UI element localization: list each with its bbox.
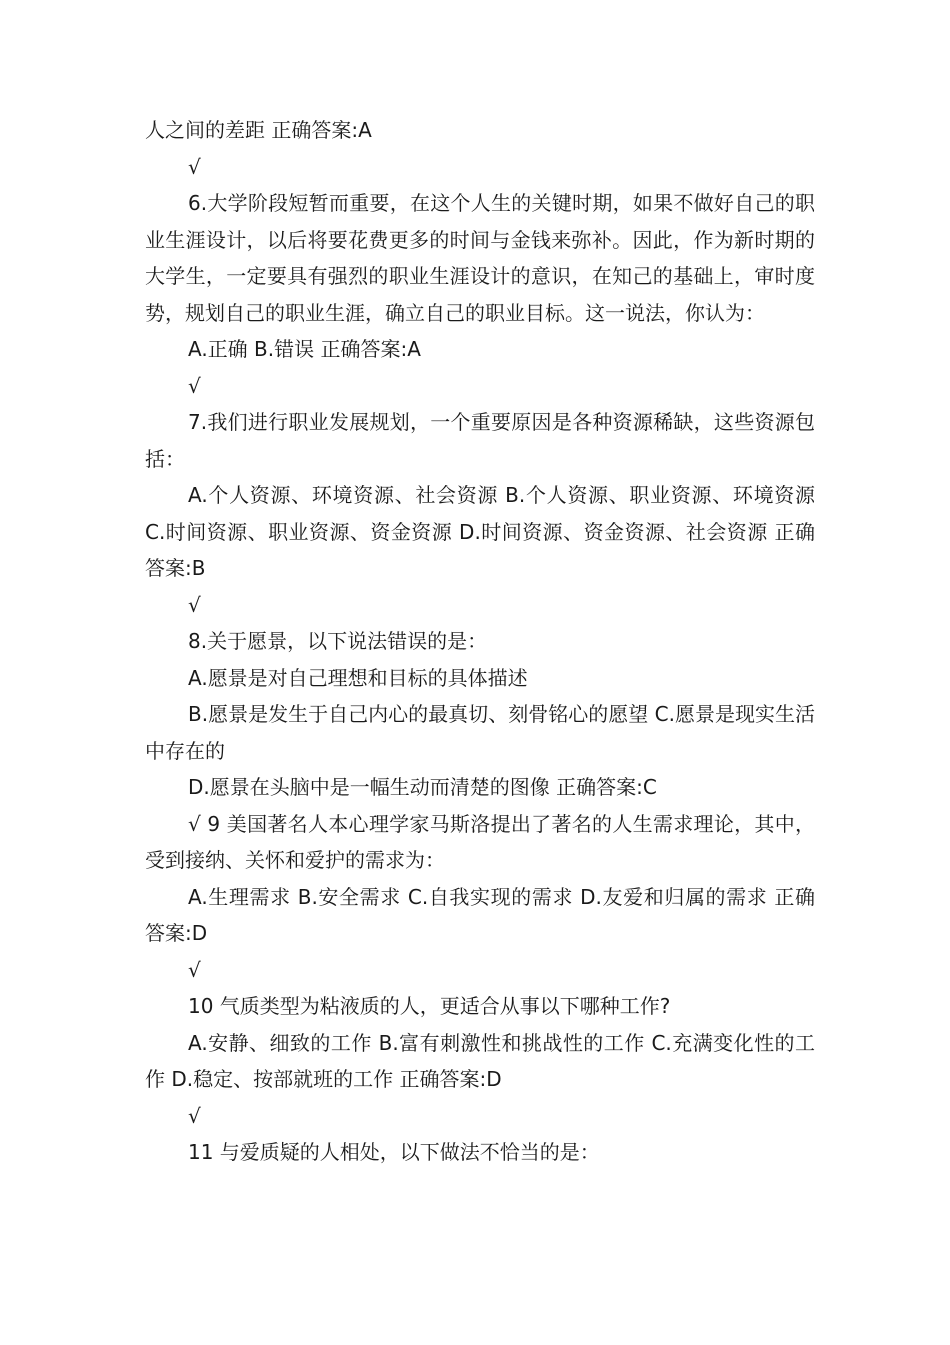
document-page	[145, 112, 815, 1171]
check-mark: √	[188, 592, 201, 617]
question-10-options: A.安静、细致的工作 B.富有刺激性和挑战性的工作 C.充满变化性的工作 D.稳定、按部就班的工作 正确答案:D	[145, 1030, 815, 1091]
check-mark: √	[188, 373, 201, 398]
question-10: 10 气质类型为粘液质的人，更适合从事以下哪种工作?	[188, 994, 671, 1018]
question-8-option-a: A.愿景是对自己理想和目标的具体描述	[188, 665, 528, 690]
question-8-option-d: D.愿景在头脑中是一幅生动而清楚的图像 正确答案:C	[188, 775, 657, 799]
question-7-options: A.个人资源、环境资源、社会资源 B.个人资源、职业资源、环境资源 C.时间资源、职业资源、资金资源 D.时间资源、资金资源、社会资源 正确答案:B	[145, 483, 815, 580]
check-mark: √	[188, 957, 201, 982]
question-11: 11 与爱质疑的人相处，以下做法不恰当的是：	[188, 1140, 600, 1164]
question-6-options: A.正确 B.错误 正确答案:A	[188, 337, 421, 361]
answer-continuation: 人之间的差距 正确答案:A	[145, 118, 372, 142]
question-8: 8.关于愿景，以下说法错误的是：	[188, 629, 488, 653]
check-mark: √	[188, 154, 201, 179]
question-7: 7.我们进行职业发展规划，一个重要原因是各种资源稀缺，这些资源包括：	[145, 410, 815, 471]
question-6: 6.大学阶段短暂而重要，在这个人生的关键时期，如果不做好自己的职业生涯设计，以后将要花费更多的时间与金钱来弥补。因此，作为新时期的大学生，一定要具有强烈的职业生涯设计的意识，在知己的基础上，审时度势，规划自己的职业生涯，确立自己的职业目标。这一说法，你认为：	[145, 191, 815, 325]
question-9: √ 9 美国著名人本心理学家马斯洛提出了著名的人生需求理论，其中，受到接纳、关怀和爱护的需求为：	[145, 811, 815, 872]
question-8-option-b-c: B.愿景是发生于自己内心的最真切、刻骨铭心的愿望 C.愿景是现实生活中存在的	[145, 702, 815, 763]
question-9-options: A.生理需求 B.安全需求 C.自我实现的需求 D.友爱和归属的需求 正确答案:D	[145, 884, 815, 945]
check-mark: √	[188, 1103, 201, 1128]
